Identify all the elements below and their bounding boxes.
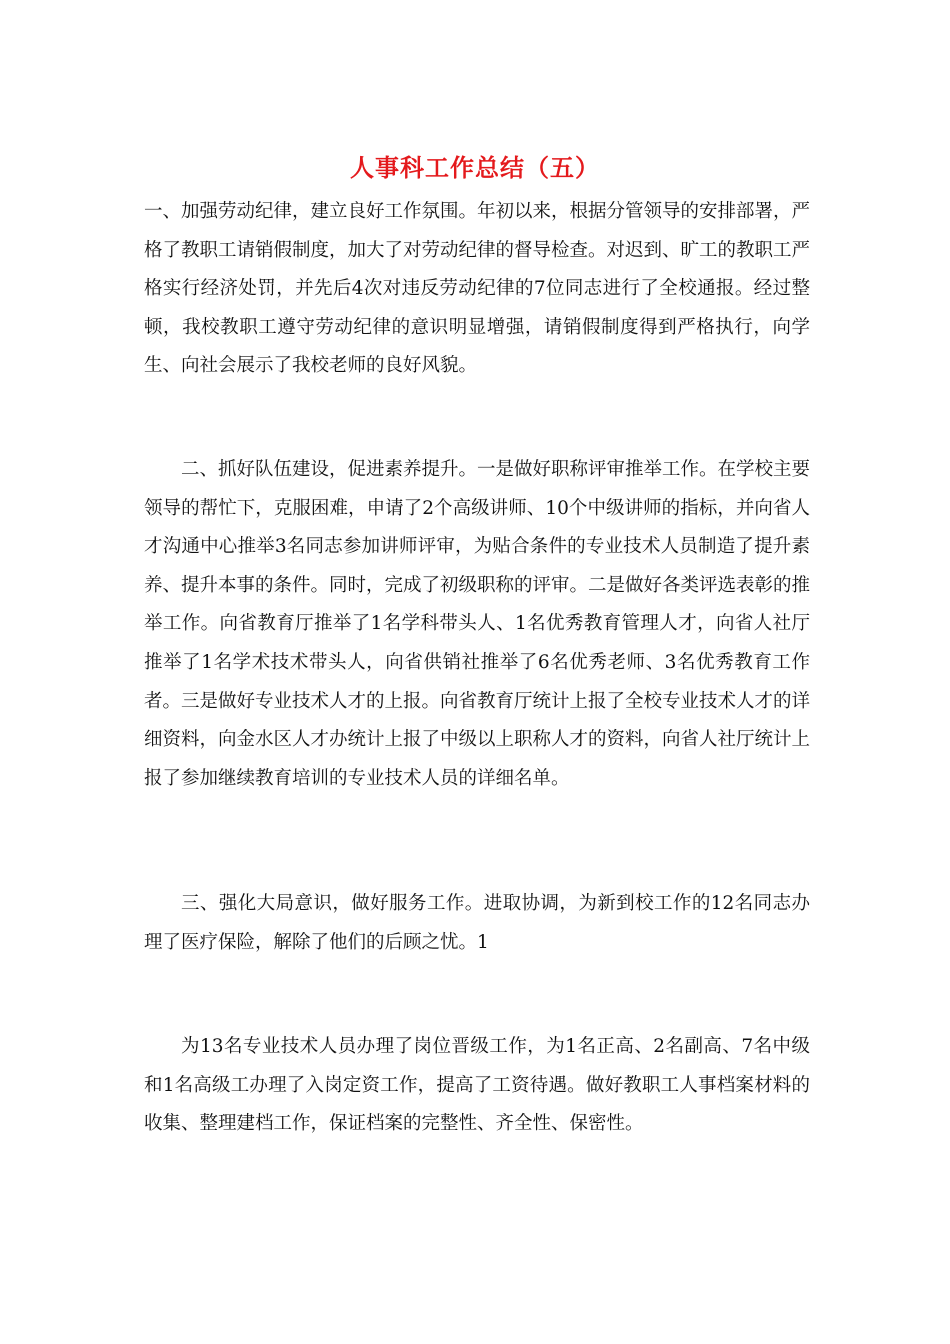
paragraph-service-work: 三、强化大局意识，做好服务工作。进取协调，为新到校工作的12名同志办理了医疗保险，解除了他们的后顾之忧。1 (144, 893, 810, 953)
document-title: 人事科工作总结（五） (350, 153, 600, 182)
paragraph-promotion-archives: 为13名专业技术人员办理了岗位晋级工作，为1名正高、2名副高、7名中级和1名高级工办理了入岗定资工作，提高了工资待遇。做好教职工人事档案材料的收集、整理建档工作，保证档案的完整性、齐全性、保密性。 (144, 1036, 810, 1135)
paragraph-team-building: 二、抓好队伍建设，促进素养提升。一是做好职称评审推举工作。在学校主要领导的帮忙下，克服困难，申请了2个高级讲师、10个中级讲师的指标，并向省人才沟通中心推举3名同志参加讲师评审，为贴合条件的专业技术人员制造了提升素养、提升本事的条件。同时，完成了初级职称的评审。二是做好各类评选表彰的推举工作。向省教育厅推举了1名学科带头人、1名优秀教育管理人才，向省人社厅推举了1名学术技术带头人，向省供销社推举了6名优秀老师、3名优秀教育工作者。三是做好专业技术人才的上报。向省教育厅统计上报了全校专业技术人才的详细资料，向金水区人才办统计上报了中级以上职称人才的资料，向省人社厅统计上报了参加继续教育培训的专业技术人员的详细名单。 (144, 459, 811, 789)
paragraph-labor-discipline: 一、加强劳动纪律，建立良好工作氛围。年初以来，根据分管领导的安排部署，严格了教职工请销假制度，加大了对劳动纪律的督导检查。对迟到、旷工的教职工严格实行经济处罚，并先后4次对违反劳动纪律的7位同志进行了全校通报。经过整顿，我校教职工遵守劳动纪律的意识明显增强，请销假制度得到严格执行，向学生、向社会展示了我校老师的良好风貌。 (144, 201, 811, 377)
